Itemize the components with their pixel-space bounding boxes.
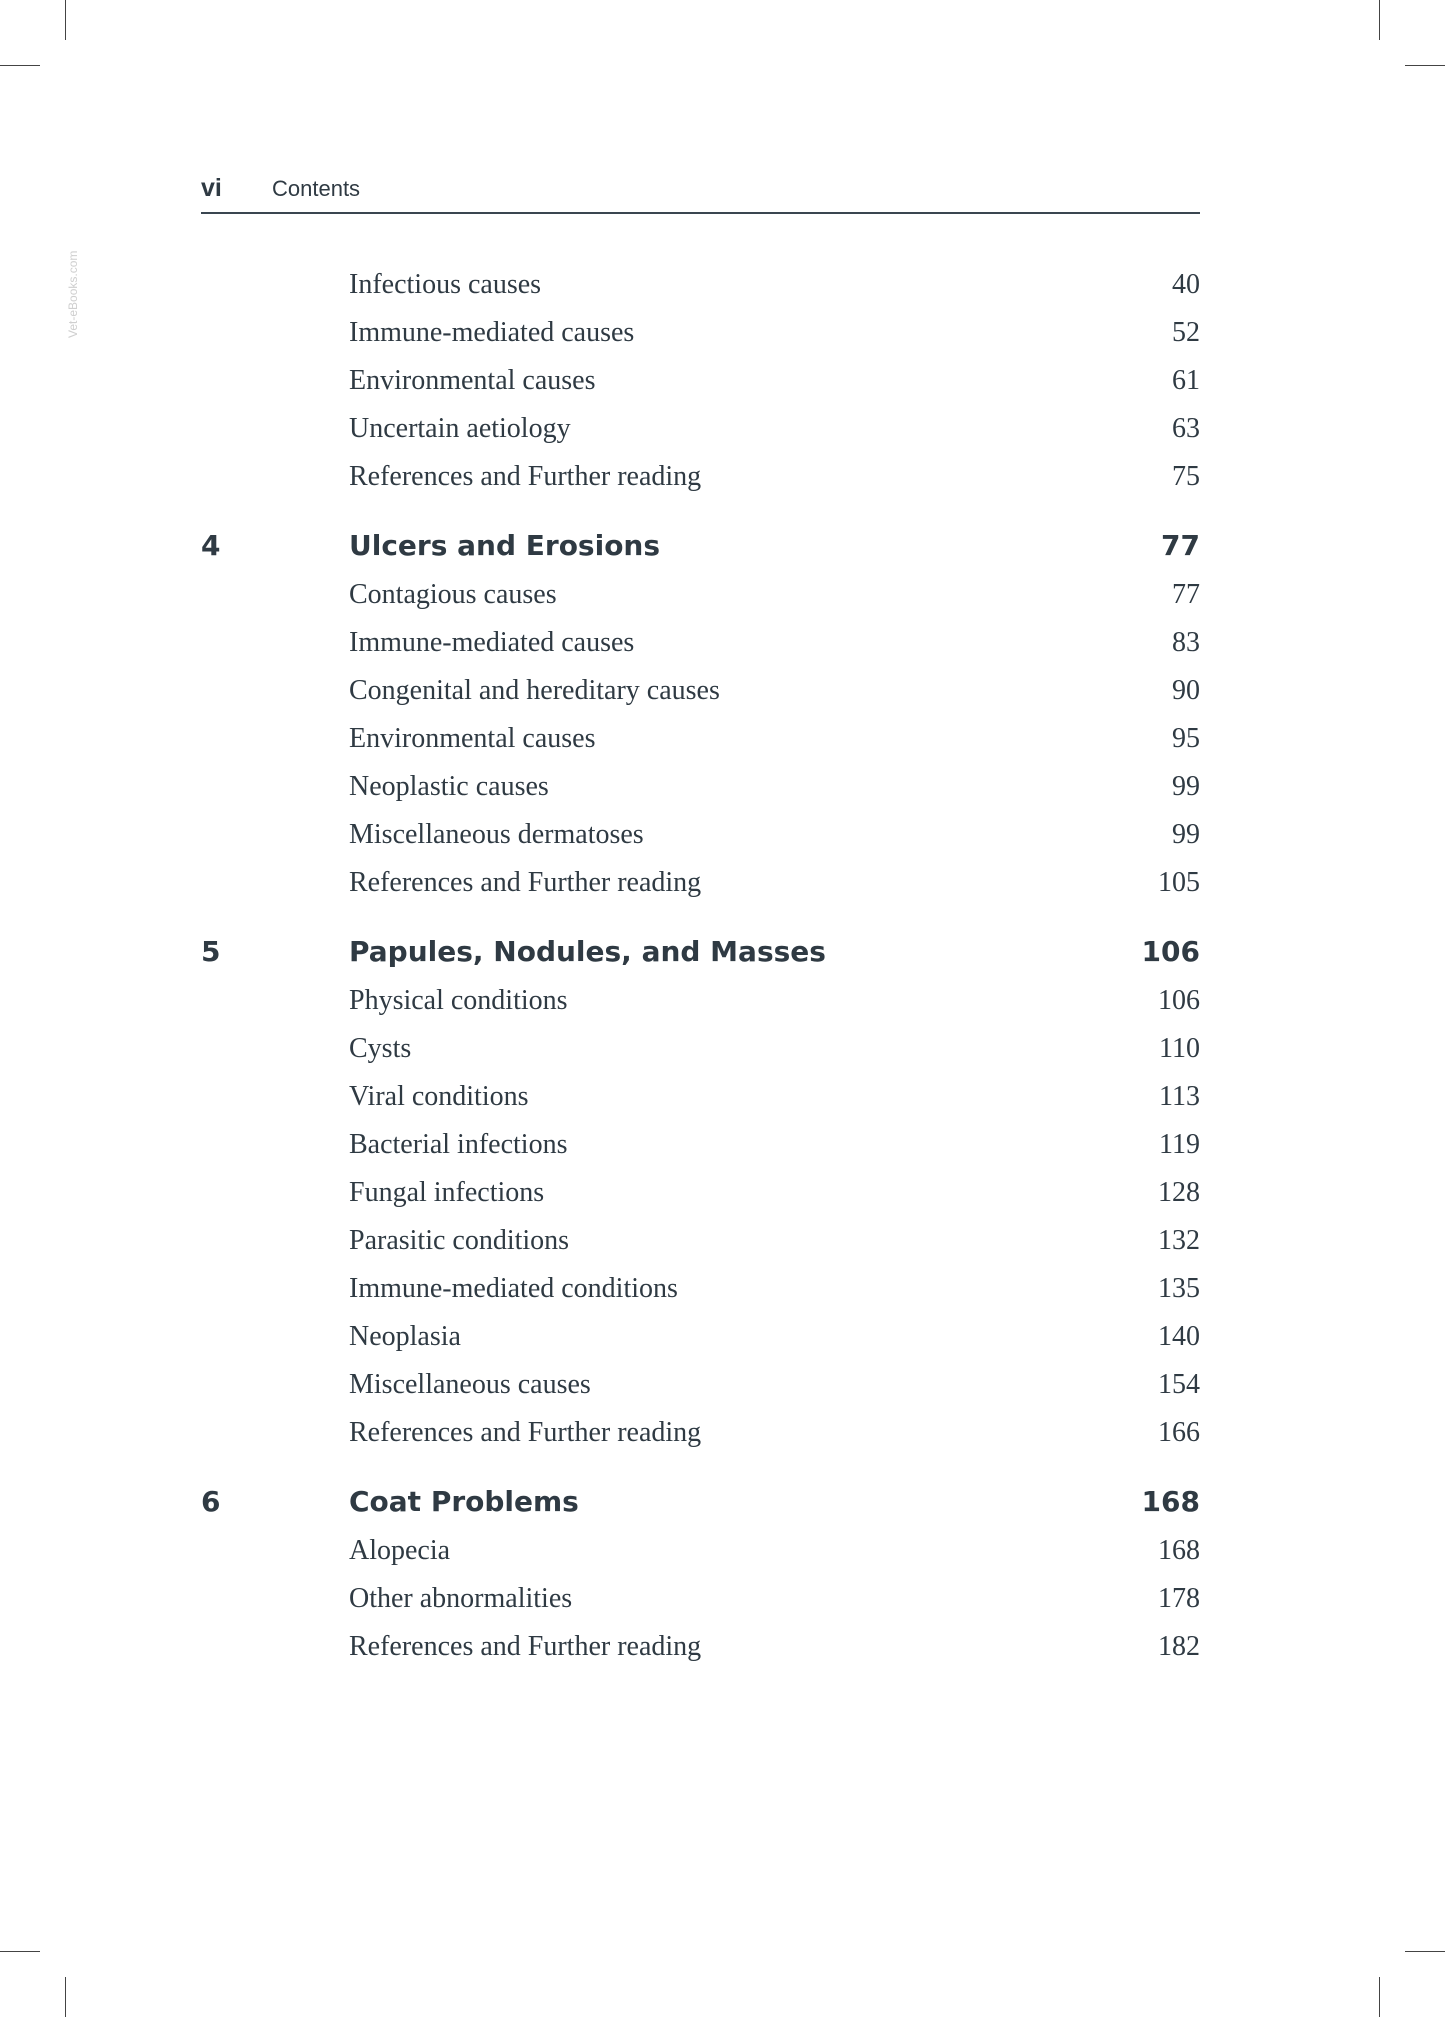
crop-mark — [1405, 1951, 1445, 1952]
toc-entry-page: 75 — [1172, 461, 1200, 492]
toc-entry[interactable] — [201, 1075, 1200, 1123]
toc-entry-title: Miscellaneous causes — [349, 1369, 591, 1400]
running-head — [201, 172, 1200, 214]
toc-entry-title: Physical conditions — [349, 985, 568, 1016]
toc-chapter-heading[interactable] — [201, 931, 1200, 979]
toc-entry[interactable] — [201, 1123, 1200, 1171]
toc-entry-title: Congenital and hereditary causes — [349, 675, 720, 706]
toc-entry-title: References and Further reading — [349, 1631, 702, 1662]
chapter-number: 6 — [201, 1485, 221, 1518]
chapter-page: 106 — [1141, 935, 1200, 968]
toc-entry-page: 95 — [1172, 723, 1200, 754]
toc-entry[interactable] — [201, 311, 1200, 359]
toc-entry-page: 178 — [1158, 1583, 1200, 1614]
watermark: Vet-eBooks.com — [66, 250, 80, 338]
toc-entry-page: 105 — [1158, 867, 1200, 898]
toc-entry-page: 110 — [1159, 1033, 1200, 1064]
toc-entry-page: 77 — [1172, 579, 1200, 610]
toc-entry-title: Cysts — [349, 1033, 412, 1064]
toc-entry-title: Infectious causes — [349, 269, 542, 300]
toc-entry-page: 128 — [1158, 1177, 1200, 1208]
running-head-title: Contents — [272, 176, 361, 201]
toc-entry-page: 61 — [1172, 365, 1200, 396]
toc-entry-title: Alopecia — [349, 1535, 451, 1566]
toc-entry-title: Neoplasia — [349, 1321, 461, 1352]
toc-entry-page: 99 — [1172, 819, 1200, 850]
toc-entry-page: 90 — [1172, 675, 1200, 706]
toc-entry[interactable] — [201, 1625, 1200, 1673]
crop-mark — [65, 1977, 66, 2017]
toc-entry[interactable] — [201, 455, 1200, 503]
toc-entry-page: 63 — [1172, 413, 1200, 444]
toc-entry[interactable] — [201, 1411, 1200, 1459]
toc-entry-page: 168 — [1158, 1535, 1200, 1566]
toc-entry[interactable] — [201, 573, 1200, 621]
toc-entry[interactable] — [201, 861, 1200, 909]
toc-entry[interactable] — [201, 979, 1200, 1027]
chapter-number: 4 — [201, 529, 221, 562]
toc-entry[interactable] — [201, 359, 1200, 407]
chapter-number: 5 — [201, 935, 221, 968]
crop-mark — [1379, 1977, 1380, 2017]
toc-entry-title: Immune-mediated conditions — [349, 1273, 678, 1304]
toc-entry-page: 83 — [1172, 627, 1200, 658]
toc-entry[interactable] — [201, 1027, 1200, 1075]
toc-entry-page: 40 — [1172, 269, 1200, 300]
toc-entry-title: Viral conditions — [349, 1081, 529, 1112]
toc-entry-title: Miscellaneous dermatoses — [349, 819, 644, 850]
toc-entry[interactable] — [201, 717, 1200, 765]
toc-entry-title: Neoplastic causes — [349, 771, 549, 802]
toc-entry-title: Immune-mediated causes — [349, 317, 635, 348]
toc-entry[interactable] — [201, 1363, 1200, 1411]
toc-entry[interactable] — [201, 263, 1200, 311]
toc-entry[interactable] — [201, 1577, 1200, 1625]
toc-entry-title: References and Further reading — [349, 1417, 702, 1448]
crop-mark — [0, 1951, 40, 1952]
toc-entry[interactable] — [201, 621, 1200, 669]
toc-entry[interactable] — [201, 1315, 1200, 1363]
toc-entry[interactable] — [201, 1529, 1200, 1577]
toc-entry-page: 154 — [1158, 1369, 1200, 1400]
toc-entry-page: 166 — [1158, 1417, 1200, 1448]
toc-entry-page: 132 — [1158, 1225, 1200, 1256]
toc-entry[interactable] — [201, 407, 1200, 455]
toc-entry-title: Immune-mediated causes — [349, 627, 635, 658]
toc-chapter-heading[interactable] — [201, 1481, 1200, 1529]
toc-entry-page: 119 — [1159, 1129, 1200, 1160]
toc-entry-title: References and Further reading — [349, 867, 702, 898]
toc-entry-title: Environmental causes — [349, 723, 596, 754]
crop-mark — [65, 0, 66, 40]
toc-entry-page: 99 — [1172, 771, 1200, 802]
page-folio: vi — [201, 174, 222, 202]
toc-entry-page: 113 — [1159, 1081, 1200, 1112]
toc-entry-title: Other abnormalities — [349, 1583, 573, 1614]
chapter-title: Coat Problems — [349, 1485, 579, 1518]
toc-entry-page: 182 — [1158, 1631, 1200, 1662]
toc-entry-title: References and Further reading — [349, 461, 702, 492]
crop-mark — [1405, 65, 1445, 66]
chapter-title: Papules, Nodules, and Masses — [349, 935, 826, 968]
toc-entry-page: 140 — [1158, 1321, 1200, 1352]
toc-entry-title: Contagious causes — [349, 579, 557, 610]
table-of-contents — [201, 263, 1200, 1673]
toc-entry[interactable] — [201, 1219, 1200, 1267]
crop-mark — [1379, 0, 1380, 40]
chapter-title: Ulcers and Erosions — [349, 529, 661, 562]
toc-entry[interactable] — [201, 1171, 1200, 1219]
toc-entry[interactable] — [201, 669, 1200, 717]
toc-entry-title: Uncertain aetiology — [349, 413, 571, 444]
crop-mark — [0, 65, 40, 66]
chapter-page: 168 — [1141, 1485, 1200, 1518]
toc-entry[interactable] — [201, 813, 1200, 861]
toc-entry[interactable] — [201, 765, 1200, 813]
toc-chapter-heading[interactable] — [201, 525, 1200, 573]
toc-entry-page: 52 — [1172, 317, 1200, 348]
toc-entry-title: Parasitic conditions — [349, 1225, 570, 1256]
chapter-page: 77 — [1161, 529, 1200, 562]
toc-entry-title: Environmental causes — [349, 365, 596, 396]
toc-entry-title: Bacterial infections — [349, 1129, 568, 1160]
toc-entry-title: Fungal infections — [349, 1177, 545, 1208]
toc-entry-page: 106 — [1158, 985, 1200, 1016]
toc-entry-page: 135 — [1158, 1273, 1200, 1304]
toc-entry[interactable] — [201, 1267, 1200, 1315]
